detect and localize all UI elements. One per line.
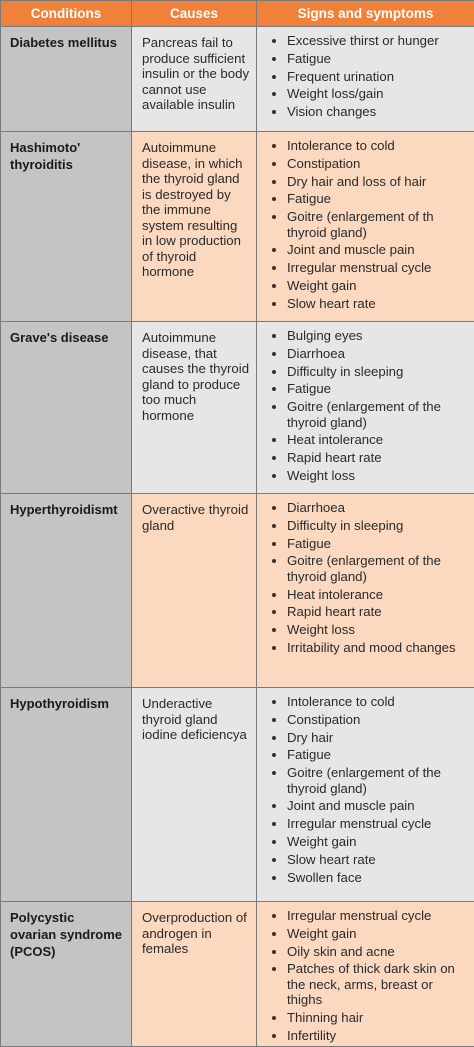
table-row <box>1 494 474 688</box>
symptom-item: Weight loss <box>261 622 470 638</box>
symptom-item: Excessive thirst or hunger <box>261 33 470 49</box>
symptoms-cell <box>257 322 474 494</box>
symptom-item: Diarrhoea <box>261 500 470 516</box>
cause-cell: Autoimmune disease, in which the thyroid gland is destroyed by the immune system resulting in low production of thyroid hormone <box>132 132 257 322</box>
symptoms-list <box>261 33 470 120</box>
table-row <box>1 688 474 902</box>
symptoms-list <box>261 908 470 1043</box>
symptom-item: Intolerance to cold <box>261 694 470 710</box>
cause-cell: Overactive thyroid gland <box>132 494 257 688</box>
condition-cell: Polycystic ovarian syndrome (PCOS) <box>1 902 132 1047</box>
symptom-item: Weight gain <box>261 278 470 294</box>
symptom-item: Thinning hair <box>261 1010 470 1026</box>
condition-cell: Diabetes mellitus <box>1 27 132 132</box>
symptoms-cell <box>257 27 474 132</box>
symptom-item: Fatigue <box>261 536 470 552</box>
header-conditions: Conditions <box>1 1 132 27</box>
symptom-item: Intolerance to cold <box>261 138 470 154</box>
symptom-item: Heat intolerance <box>261 587 470 603</box>
symptom-item: Goitre (enlargement of the thyroid gland) <box>261 399 470 430</box>
symptom-item: Fatigue <box>261 381 470 397</box>
symptom-item: Diarrhoea <box>261 346 470 362</box>
symptoms-cell <box>257 132 474 322</box>
symptom-item: Goitre (enlargement of the thyroid gland) <box>261 553 470 584</box>
symptom-item: Irregular menstrual cycle <box>261 816 470 832</box>
symptom-item: Irregular menstrual cycle <box>261 908 470 924</box>
symptom-item: Constipation <box>261 712 470 728</box>
symptom-item: Vision changes <box>261 104 470 120</box>
symptom-item: Heat intolerance <box>261 432 470 448</box>
symptom-item: Infertility <box>261 1028 470 1044</box>
symptom-item: Irregular menstrual cycle <box>261 260 470 276</box>
symptom-item: Irritability and mood changes <box>261 640 470 656</box>
header-causes: Causes <box>132 1 257 27</box>
symptom-item: Frequent urination <box>261 69 470 85</box>
symptom-item: Difficulty in sleeping <box>261 364 470 380</box>
symptom-item: Dry hair <box>261 730 470 746</box>
symptom-item: Difficulty in sleeping <box>261 518 470 534</box>
condition-cell: Grave's disease <box>1 322 132 494</box>
condition-cell: Hashimoto' thyroiditis <box>1 132 132 322</box>
symptom-item: Bulging eyes <box>261 328 470 344</box>
symptom-item: Swollen face <box>261 870 470 886</box>
symptom-item: Slow heart rate <box>261 296 470 312</box>
header-row <box>1 1 474 27</box>
symptom-item: Rapid heart rate <box>261 604 470 620</box>
symptom-item: Fatigue <box>261 747 470 763</box>
table-row <box>1 132 474 322</box>
header-symptoms: Signs and symptoms <box>257 1 474 27</box>
symptom-item: Goitre (enlargement of th thyroid gland) <box>261 209 470 240</box>
table-row <box>1 27 474 132</box>
symptom-item: Dry hair and loss of hair <box>261 174 470 190</box>
table-row <box>1 322 474 494</box>
symptom-item: Fatigue <box>261 51 470 67</box>
symptom-item: Patches of thick dark skin on the neck, arms, breast or thighs <box>261 961 470 1008</box>
symptom-item: Weight gain <box>261 834 470 850</box>
cause-cell: Underactive thyroid gland iodine deficiencya <box>132 688 257 902</box>
symptom-item: Slow heart rate <box>261 852 470 868</box>
cause-cell: Overproduction of androgen in females <box>132 902 257 1047</box>
cause-cell: Autoimmune disease, that causes the thyroid gland to produce too much hormone <box>132 322 257 494</box>
symptom-item: Goitre (enlargement of the thyroid gland) <box>261 765 470 796</box>
symptom-item: Weight gain <box>261 926 470 942</box>
table-row <box>1 902 474 1047</box>
symptoms-list <box>261 138 470 311</box>
symptoms-cell <box>257 902 474 1047</box>
condition-cell: Hypothyroidism <box>1 688 132 902</box>
symptom-item: Rapid heart rate <box>261 450 470 466</box>
symptoms-list <box>261 694 470 885</box>
symptom-item: Weight loss <box>261 468 470 484</box>
cause-cell: Pancreas fail to produce sufficient insulin or the body cannot use available insulin <box>132 27 257 132</box>
symptoms-cell <box>257 688 474 902</box>
symptom-item: Fatigue <box>261 191 470 207</box>
symptom-item: Oily skin and acne <box>261 944 470 960</box>
symptom-item: Constipation <box>261 156 470 172</box>
symptoms-cell <box>257 494 474 688</box>
symptom-item: Weight loss/gain <box>261 86 470 102</box>
condition-cell: Hyperthyroidismt <box>1 494 132 688</box>
symptom-item: Joint and muscle pain <box>261 798 470 814</box>
symptom-item: Joint and muscle pain <box>261 242 470 258</box>
symptoms-list <box>261 500 470 656</box>
symptoms-list <box>261 328 470 484</box>
